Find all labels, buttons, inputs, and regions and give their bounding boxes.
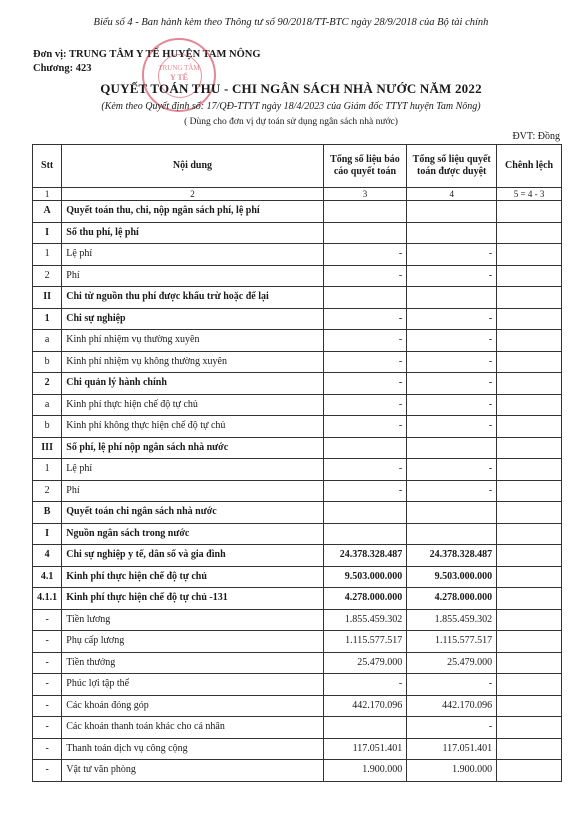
row-stt: I [33,222,62,244]
row-content: Kinh phí thực hiện chế độ tự chủ [62,566,323,588]
col-reported: Tổng số liệu báo cáo quyết toán [323,145,407,188]
row-approved: 25.479.000 [407,652,497,674]
row-reported [323,717,407,739]
row-content: Các khoản đóng góp [62,695,323,717]
table-row [33,480,562,502]
table-row [33,287,562,309]
row-diff [497,416,562,438]
row-content: Lệ phí [62,244,323,266]
currency-unit: ĐVT: Đồng [512,131,560,142]
header-note: Biểu số 4 - Ban hành kèm theo Thông tư số 90/2018/TT-BTC ngày 28/9/2018 của Bộ tài chính [93,17,489,28]
row-diff [497,330,562,352]
row-stt: B [33,502,62,524]
col-index: 1 [33,188,62,201]
row-approved [407,201,497,223]
row-content: Số thu phí, lệ phí [62,222,323,244]
row-diff [497,609,562,631]
row-diff [497,631,562,653]
row-approved: 4.278.000.000 [407,588,497,610]
table-row [33,631,562,653]
table-row [33,330,562,352]
row-stt: - [33,652,62,674]
row-reported: - [323,480,407,502]
row-reported: - [323,330,407,352]
row-content: Phí [62,480,323,502]
row-approved: - [407,416,497,438]
row-diff [497,394,562,416]
row-content: Phúc lợi tập thể [62,674,323,696]
row-approved: 1.115.577.517 [407,631,497,653]
table-row [33,437,562,459]
row-diff [497,717,562,739]
row-stt: a [33,330,62,352]
table-row [33,308,562,330]
table-row [33,760,562,782]
row-content: Kinh phí thực hiện chế độ tự chủ [62,394,323,416]
row-content: Chi sự nghiệp [62,308,323,330]
row-approved: - [407,674,497,696]
row-content: Quyết toán thu, chi, nộp ngân sách phí, lệ phí [62,201,323,223]
row-content: Lệ phí [62,459,323,481]
row-reported: 24.378.328.487 [323,545,407,567]
table-row [33,545,562,567]
row-diff [497,437,562,459]
row-reported [323,201,407,223]
row-reported: 117.051.401 [323,738,407,760]
col-index: 3 [323,188,407,201]
row-reported: - [323,244,407,266]
row-reported: 9.503.000.000 [323,566,407,588]
row-stt: 2 [33,373,62,395]
row-stt: I [33,523,62,545]
budget-table [32,144,562,782]
row-stt: 4.1.1 [33,588,62,610]
table-row [33,244,562,266]
row-approved: 24.378.328.487 [407,545,497,567]
row-approved: 117.051.401 [407,738,497,760]
row-diff [497,502,562,524]
row-content: Kinh phí thực hiện chế độ tự chủ -131 [62,588,323,610]
table-row [33,373,562,395]
row-reported: 1.855.459.302 [323,609,407,631]
table-row [33,652,562,674]
row-approved: - [407,330,497,352]
row-reported [323,502,407,524]
row-approved: - [407,308,497,330]
table-header-row [33,145,562,188]
row-approved: - [407,459,497,481]
table-row [33,738,562,760]
row-reported: - [323,394,407,416]
row-diff [497,244,562,266]
row-stt: - [33,674,62,696]
row-approved: 9.503.000.000 [407,566,497,588]
row-approved: 1.855.459.302 [407,609,497,631]
row-approved: 442.170.096 [407,695,497,717]
unit-name: Đơn vị: TRUNG TÂM Y TẾ HUYỆN TAM NÔNG [33,49,261,60]
row-content: Chi từ nguồn thu phí được khấu trừ hoặc để lại [62,287,323,309]
row-diff [497,480,562,502]
table-row [33,609,562,631]
row-diff [497,674,562,696]
row-diff [497,201,562,223]
row-approved: - [407,717,497,739]
row-content: Số phí, lệ phí nộp ngân sách nhà nước [62,437,323,459]
row-diff [497,760,562,782]
row-reported: - [323,308,407,330]
report-title: QUYẾT TOÁN THU - CHI NGÂN SÁCH NHÀ NƯỚC NĂM 2022 [100,81,482,96]
row-stt: 2 [33,480,62,502]
table-row [33,265,562,287]
table-row [33,222,562,244]
row-reported: 1.115.577.517 [323,631,407,653]
row-content: Phụ cấp lương [62,631,323,653]
table-row [33,201,562,223]
row-reported: 4.278.000.000 [323,588,407,610]
row-stt: 4 [33,545,62,567]
row-content: Phí [62,265,323,287]
table-row [33,351,562,373]
seal-text-2: Y TẾ [169,73,188,82]
column-index-row [33,188,562,201]
row-content: Kinh phí không thực hiện chế độ tự chủ [62,416,323,438]
row-reported [323,523,407,545]
row-reported: - [323,674,407,696]
col-content: Nội dung [62,145,323,188]
row-content: Tiền lương [62,609,323,631]
report-subtitle: (Kèm theo Quyết định số: 17/QĐ-TTYT ngày 18/4/2023 của Giám đốc TTYT huyện Tam Nông) [101,101,481,112]
col-index: 4 [407,188,497,201]
row-stt: 1 [33,459,62,481]
row-approved: - [407,394,497,416]
table-row [33,566,562,588]
row-stt: II [33,287,62,309]
table-row [33,717,562,739]
table-row [33,588,562,610]
row-stt: III [33,437,62,459]
row-approved [407,502,497,524]
row-stt: - [33,738,62,760]
row-diff [497,308,562,330]
table-body [33,201,562,782]
row-diff [497,695,562,717]
row-approved [407,437,497,459]
row-diff [497,523,562,545]
row-diff [497,373,562,395]
row-reported [323,287,407,309]
row-content: Nguồn ngân sách trong nước [62,523,323,545]
col-stt: Stt [33,145,62,188]
col-index: 5 = 4 - 3 [497,188,562,201]
row-diff [497,652,562,674]
row-stt: 1 [33,308,62,330]
row-stt: - [33,695,62,717]
row-stt: a [33,394,62,416]
col-index: 2 [62,188,323,201]
row-approved: - [407,373,497,395]
row-diff [497,351,562,373]
row-approved [407,523,497,545]
row-approved: - [407,265,497,287]
row-diff [497,222,562,244]
row-approved [407,287,497,309]
row-stt: - [33,760,62,782]
row-reported [323,222,407,244]
row-content: Chi sự nghiệp y tế, dân số và gia đình [62,545,323,567]
row-reported: - [323,373,407,395]
row-content: Kinh phí nhiệm vụ không thường xuyên [62,351,323,373]
row-diff [497,588,562,610]
row-stt: - [33,717,62,739]
row-diff [497,545,562,567]
row-reported: 442.170.096 [323,695,407,717]
row-diff [497,459,562,481]
row-stt: 1 [33,244,62,266]
row-approved: - [407,244,497,266]
row-reported: 1.900.000 [323,760,407,782]
table-row [33,394,562,416]
col-diff: Chênh lệch [497,145,562,188]
table-row [33,523,562,545]
row-stt: - [33,631,62,653]
row-content: Các khoản thanh toán khác cho cá nhân [62,717,323,739]
row-content: Kinh phí nhiệm vụ thường xuyên [62,330,323,352]
row-diff [497,265,562,287]
report-subtitle-2: ( Dùng cho đơn vị dự toán sử dụng ngân sách nhà nước) [184,117,398,127]
row-stt: - [33,609,62,631]
row-stt: A [33,201,62,223]
table-row [33,502,562,524]
table-row [33,695,562,717]
row-stt: 4.1 [33,566,62,588]
row-stt: b [33,351,62,373]
row-reported: - [323,351,407,373]
row-reported: 25.479.000 [323,652,407,674]
row-approved: 1.900.000 [407,760,497,782]
chapter: Chương: 423 [33,63,92,74]
row-reported: - [323,416,407,438]
row-content: Quyết toán chi ngân sách nhà nước [62,502,323,524]
row-approved: - [407,351,497,373]
row-reported: - [323,459,407,481]
row-content: Thanh toán dịch vụ công cộng [62,738,323,760]
seal-text-1: TRUNG TÂM [158,64,200,72]
table-row [33,416,562,438]
table-row [33,459,562,481]
row-diff [497,566,562,588]
row-stt: b [33,416,62,438]
row-diff [497,287,562,309]
row-diff [497,738,562,760]
row-stt: 2 [33,265,62,287]
row-approved: - [407,480,497,502]
row-reported [323,437,407,459]
col-approved: Tổng số liệu quyết toán được duyệt [407,145,497,188]
row-approved [407,222,497,244]
row-content: Tiền thưởng [62,652,323,674]
row-content: Chi quản lý hành chính [62,373,323,395]
row-reported: - [323,265,407,287]
table-row [33,674,562,696]
row-content: Vật tư văn phòng [62,760,323,782]
